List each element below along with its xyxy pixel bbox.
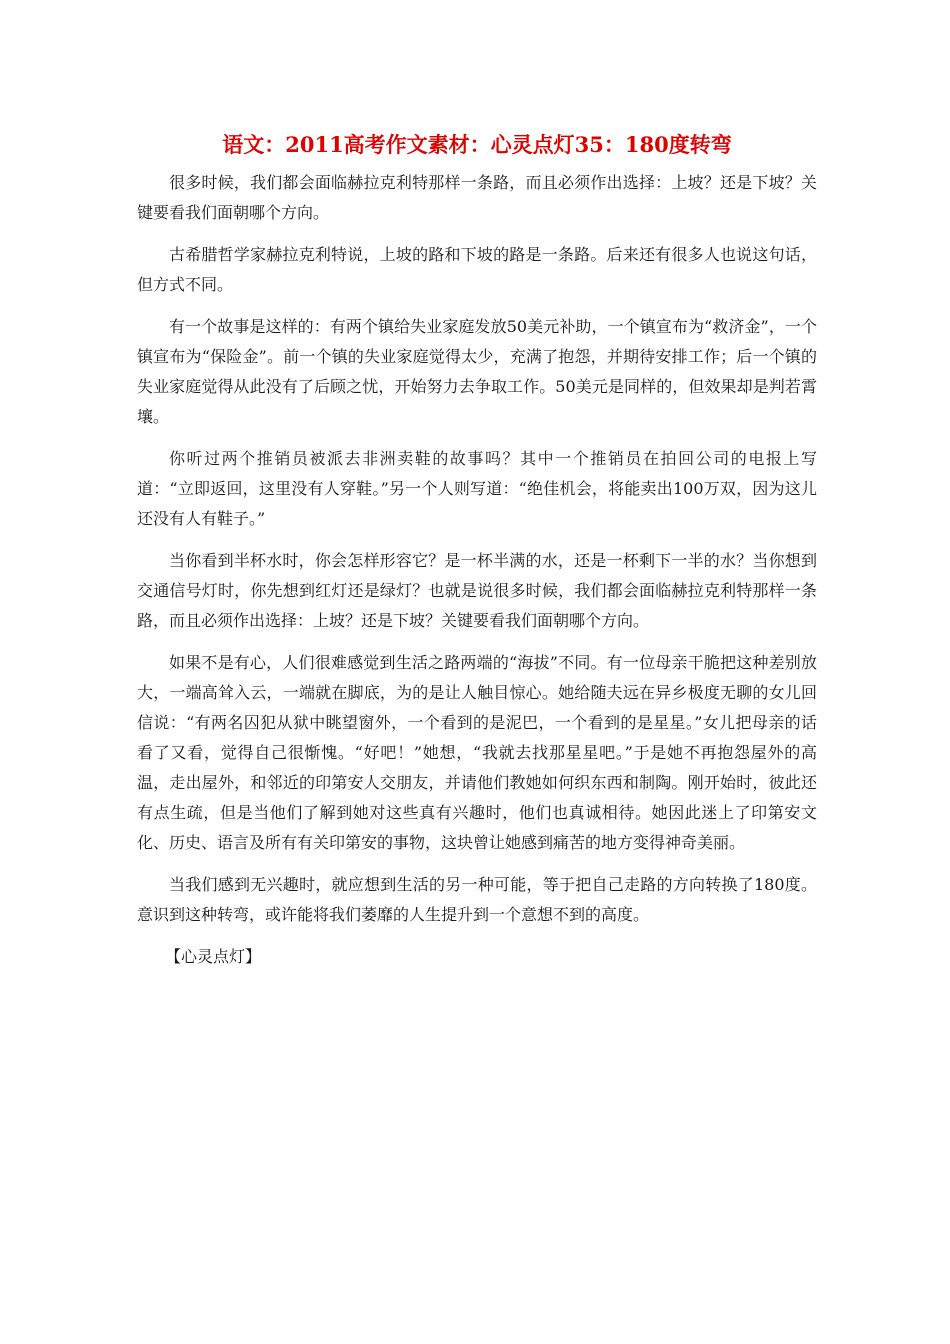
document-title: 语文：2011高考作文素材：心灵点灯35：180度转弯	[222, 132, 732, 157]
section-heading: 【心灵点灯】	[165, 947, 262, 966]
document-page	[137, 130, 817, 972]
paragraph-3: 有一个故事是这样的：有两个镇给失业家庭发放50美元补助，一个镇宣布为“救济金”，一个镇宣布为“保险金”。前一个镇的失业家庭觉得太少，充满了抱怨，并期待安排工作；后一个镇的失业家庭觉得从此没有了后顾之忧，开始努力去争取工作。50美元是同样的，但效果却是判若霄壤。	[137, 317, 817, 426]
paragraph-1: 很多时候，我们都会面临赫拉克利特那样一条路，而且必须作出选择：上坡？还是下坡？关键要看我们面朝哪个方向。	[137, 173, 817, 222]
paragraph-7: 当我们感到无兴趣时，就应想到生活的另一种可能，等于把自己走路的方向转换了180度。意识到这种转弯，或许能将我们萎靡的人生提升到一个意想不到的高度。	[137, 875, 817, 924]
paragraph-6: 如果不是有心，人们很难感觉到生活之路两端的“海拔”不同。有一位母亲干脆把这种差别放大，一端高耸入云，一端就在脚底，为的是让人触目惊心。她给随夫远在异乡极度无聊的女儿回信说：“有两名囚犯从狱中眺望窗外，一个看到的是泥巴，一个看到的是星星。”女儿把母亲的话看了又看，觉得自己很惭愧。“好吧！”她想，“我就去找那星星吧。”于是她不再抱怨屋外的高温，走出屋外，和邻近的印第安人交朋友，并请他们教她如何织东西和制陶。刚开始时，彼此还有点生疏，但是当他们了解到她对这些真有兴趣时，他们也真诚相待。她因此迷上了印第安文化、历史、语言及所有有关印第安的事物，这块曾让她感到痛苦的地方变得神奇美丽。	[137, 653, 817, 852]
paragraph-5: 当你看到半杯水时，你会怎样形容它？是一杯半满的水，还是一杯剩下一半的水？当你想到交通信号灯时，你先想到红灯还是绿灯？也就是说很多时候，我们都会面临赫拉克利特那样一条路，而且必须作出选择：上坡？还是下坡？关键要看我们面朝哪个方向。	[137, 551, 817, 630]
paragraph-2: 古希腊哲学家赫拉克利特说，上坡的路和下坡的路是一条路。后来还有很多人也说这句话，但方式不同。	[137, 245, 817, 294]
paragraph-4: 你听过两个推销员被派去非洲卖鞋的故事吗？其中一个推销员在拍回公司的电报上写道：“立即返回，这里没有人穿鞋。”另一个人则写道：“绝佳机会，将能卖出100万双，因为这儿还没有人有鞋子。”	[137, 449, 817, 528]
